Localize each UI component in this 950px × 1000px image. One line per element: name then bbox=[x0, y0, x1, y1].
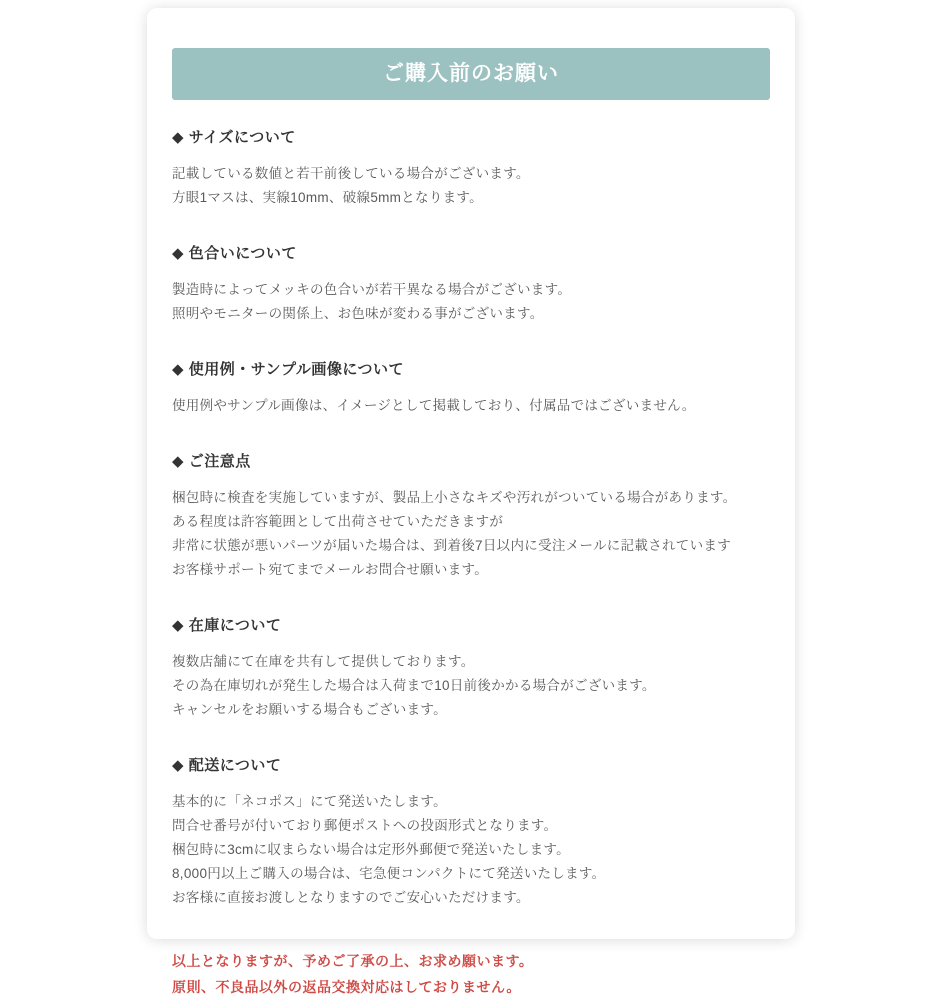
section-stock bbox=[172, 614, 770, 722]
section-shipping-line: 8,000円以上ご購入の場合は、宅急便コンパクトにて発送いたします。 bbox=[172, 866, 606, 881]
section-sample-images bbox=[172, 358, 770, 418]
final-warning-line: 以上となりますが、予めご了承の上、お求め願います。 bbox=[172, 953, 534, 969]
section-sample-images-line: 使用例やサンプル画像は、イメージとして掲載しており、付属品ではございません。 bbox=[172, 398, 696, 413]
section-shipping-heading: ◆ 配送について bbox=[172, 757, 282, 774]
section-shipping-line: お客様に直接お渡しとなりますのでご安心いただけます。 bbox=[172, 890, 530, 905]
final-warning-line: 原則、不良品以外の返品交換対応はしておりません。 bbox=[172, 979, 521, 995]
section-size-line: 方眼1マスは、実線10mm、破線5mmとなります。 bbox=[172, 190, 483, 205]
section-stock-line: キャンセルをお願いする場合もございます。 bbox=[172, 702, 447, 717]
section-shipping-line: 梱包時に3cmに収まらない場合は定形外郵便で発送いたします。 bbox=[172, 842, 570, 857]
section-cautions-line: ある程度は許容範囲として出荷させていただきますが bbox=[172, 514, 504, 529]
final-warning bbox=[172, 948, 770, 1000]
section-size-heading: ◆ サイズについて bbox=[172, 129, 296, 146]
section-color-line: 照明やモニターの関係上、お色味が変わる事がございます。 bbox=[172, 306, 544, 321]
section-color-heading: ◆ 色合いについて bbox=[172, 245, 297, 262]
section-color-line: 製造時によってメッキの色合いが若干異なる場合がございます。 bbox=[172, 282, 572, 297]
section-shipping-line: 問合せ番号が付いており郵便ポストへの投函形式となります。 bbox=[172, 818, 558, 833]
section-cautions-line: 梱包時に検査を実施していますが、製品上小さなキズや汚れがついている場合があります。 bbox=[172, 490, 737, 505]
section-sample-images-heading: ◆ 使用例・サンプル画像について bbox=[172, 361, 405, 378]
section-shipping bbox=[172, 754, 770, 910]
notice-card bbox=[147, 8, 795, 995]
section-stock-line: その為在庫切れが発生した場合は入荷まで10日前後かかる場合がございます。 bbox=[172, 678, 656, 693]
section-cautions-line: お客様サポート宛てまでメールお問合せ願います。 bbox=[172, 562, 489, 577]
section-stock-heading: ◆ 在庫について bbox=[172, 617, 282, 634]
section-cautions bbox=[172, 450, 770, 582]
section-stock-line: 複数店舗にて在庫を共有して提供しております。 bbox=[172, 654, 475, 669]
section-size bbox=[172, 126, 770, 210]
section-cautions-heading: ◆ ご注意点 bbox=[172, 453, 251, 470]
section-size-line: 記載している数値と若干前後している場合がございます。 bbox=[172, 166, 530, 181]
section-cautions-line: 非常に状態が悪いパーツが届いた場合は、到着後7日以内に受注メールに記載されています bbox=[172, 538, 731, 553]
page-title: ご購入前のお願い bbox=[172, 48, 770, 100]
section-color bbox=[172, 242, 770, 326]
section-shipping-line: 基本的に「ネコポス」にて発送いたします。 bbox=[172, 794, 447, 809]
